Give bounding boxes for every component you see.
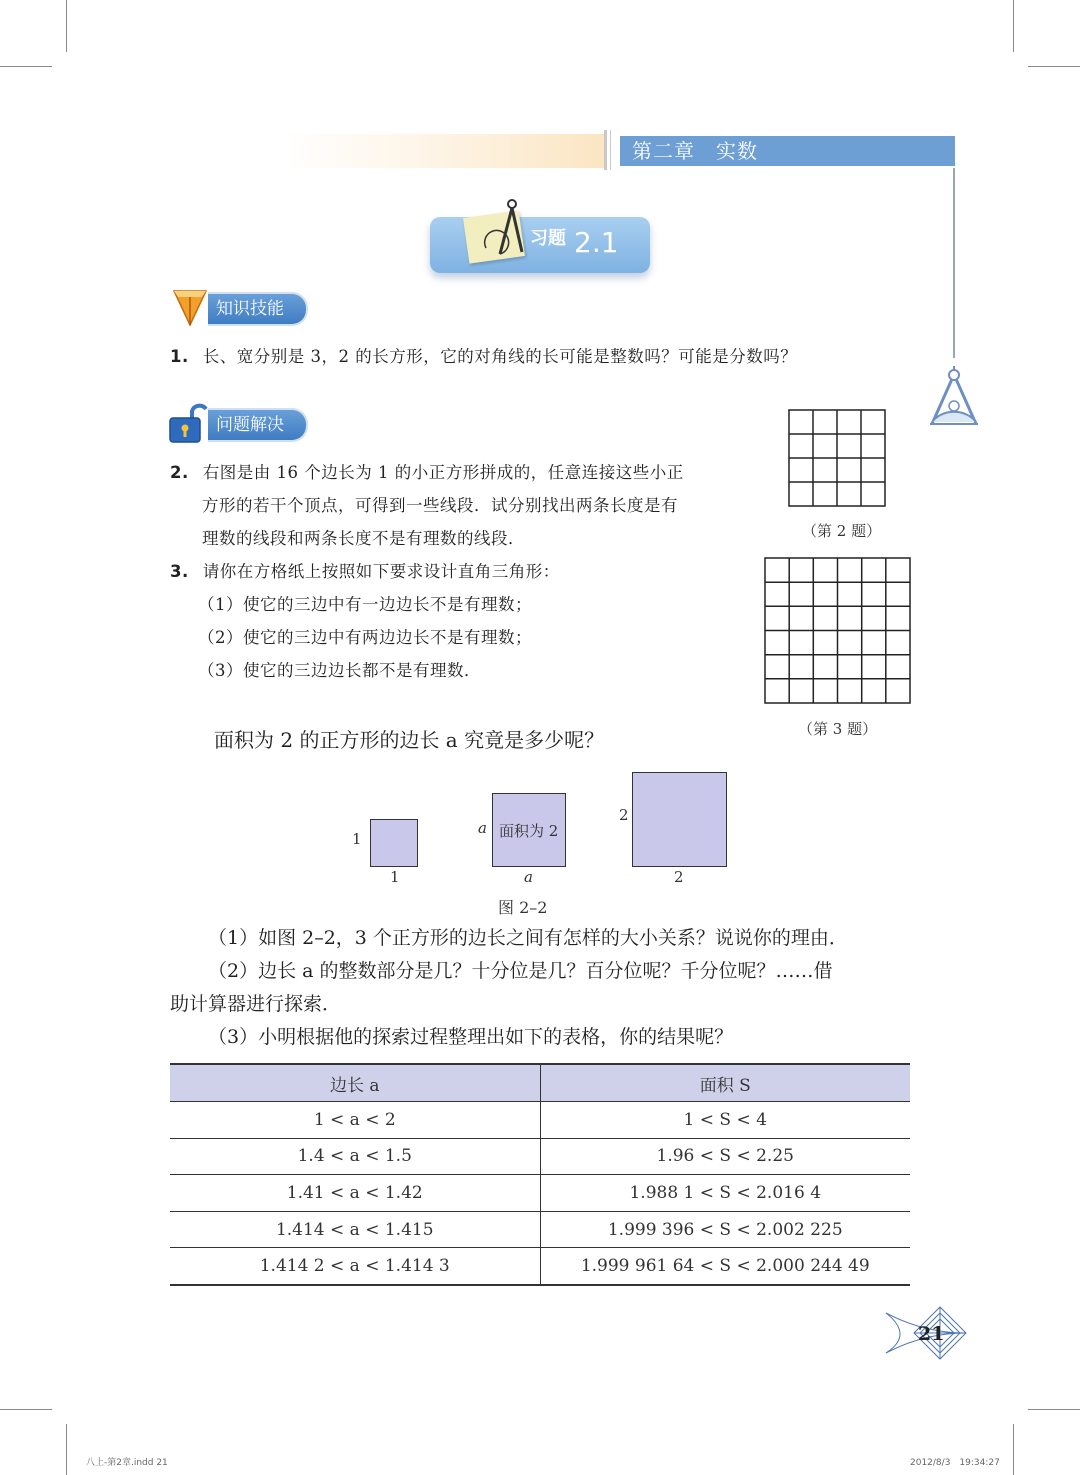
table-row <box>170 1211 910 1248</box>
sub-question: （3）使它的三边边长都不是有理数． <box>198 661 481 680</box>
unlock-icon <box>168 401 208 443</box>
page-number: 21 <box>918 1323 945 1345</box>
side-label: 1 <box>390 868 400 886</box>
figure-caption-q2: （第 2 题） <box>802 522 882 540</box>
crop-mark <box>1013 0 1014 52</box>
table-cell: 1.988 1 < S < 2.016 4 <box>540 1175 910 1212</box>
table-cell: 1 < S < 4 <box>540 1102 910 1139</box>
table-cell: 1 < a < 2 <box>170 1102 540 1139</box>
table-header-row <box>170 1064 910 1102</box>
question-2 <box>170 456 684 489</box>
figure-caption: 图 2–2 <box>498 898 548 917</box>
question-text: 请你在方格纸上按照如下要求设计直角三角形： <box>202 562 560 581</box>
question-text-line: 理数的线段和两条长度不是有理数的线段． <box>202 529 525 548</box>
crop-mark <box>0 66 52 67</box>
column-header: 面积 S <box>540 1064 910 1102</box>
question-text: 长、宽分别是 3，2 的长方形，它的对角线的长可能是整数吗？可能是分数吗？ <box>202 347 798 366</box>
area-label: 面积为 2 <box>499 822 559 840</box>
table-cell: 1.96 < S < 2.25 <box>540 1138 910 1175</box>
side-label: a <box>478 819 487 837</box>
side-label: a <box>524 868 533 886</box>
square-area-4 <box>632 772 727 867</box>
footer-timestamp: 2012/8/3 19:34:27 <box>910 1458 1000 1468</box>
grid-figure-q3 <box>764 557 912 705</box>
crop-mark <box>66 1424 67 1475</box>
square-area-1 <box>370 819 418 867</box>
paragraph-2: （2）边长 a 的整数部分是几？十分位是几？百分位呢？千分位呢？……借 <box>208 960 833 982</box>
main-question: 面积为 2 的正方形的边长 a 究竟是多少呢？ <box>214 728 605 752</box>
exercise-number: 2.1 <box>574 226 619 259</box>
table-row <box>170 1138 910 1175</box>
crop-mark <box>1028 1409 1080 1410</box>
side-label: 2 <box>674 868 684 886</box>
question-number: 2. <box>170 463 189 482</box>
question-text-line: 右图是由 16 个边长为 1 的小正方形拼成的，任意连接这些小正 <box>202 463 684 482</box>
table-cell: 1.999 961 64 < S < 2.000 244 49 <box>540 1248 910 1285</box>
crop-mark <box>0 1409 52 1410</box>
sub-question: （2）使它的三边中有两边边长不是有理数； <box>198 628 532 647</box>
crop-mark <box>66 0 67 52</box>
table-cell: 1.41 < a < 1.42 <box>170 1175 540 1212</box>
pencil-icon <box>172 287 208 327</box>
table-cell: 1.999 396 < S < 2.002 225 <box>540 1211 910 1248</box>
margin-rule <box>953 168 955 358</box>
table-row <box>170 1248 910 1285</box>
table-row <box>170 1102 910 1139</box>
crop-mark <box>1028 66 1080 67</box>
header-divider <box>610 130 611 170</box>
paragraph-1: （1）如图 2–2，3 个正方形的边长之间有怎样的大小关系？说说你的理由． <box>208 927 848 949</box>
chapter-header: 第二章 实数 <box>620 136 955 166</box>
exercise-label: 习题 <box>530 228 566 249</box>
question-text-line: 方形的若干个顶点，可得到一些线段．试分别找出两条长度是有 <box>202 496 678 515</box>
question-number: 1. <box>170 347 189 366</box>
section-problem-solving: 问题解决 <box>208 408 308 442</box>
footer-file: 八上-第2章.indd 21 <box>86 1458 168 1468</box>
question-number: 3. <box>170 562 189 581</box>
table-cell: 1.4 < a < 1.5 <box>170 1138 540 1175</box>
table-cell: 1.414 2 < a < 1.414 3 <box>170 1248 540 1285</box>
figure-caption-q3: （第 3 题） <box>798 720 878 738</box>
column-header: 边长 a <box>170 1064 540 1102</box>
grid-figure-q2 <box>788 409 886 507</box>
header-divider <box>604 130 607 170</box>
side-label: 1 <box>352 830 362 848</box>
table-row <box>170 1175 910 1212</box>
sub-question: （1）使它的三边中有一边边长不是有理数； <box>198 595 532 614</box>
paragraph-3: （3）小明根据他的探索过程整理出如下的表格，你的结果呢？ <box>208 1026 734 1048</box>
crop-mark <box>1013 1424 1014 1475</box>
header-fade <box>285 134 605 168</box>
compass-icon <box>926 366 982 432</box>
question-1 <box>170 340 797 373</box>
section-knowledge: 知识技能 <box>208 292 308 326</box>
question-3 <box>170 555 560 588</box>
data-table <box>170 1063 910 1286</box>
paragraph-2-cont: 助计算器进行探索． <box>170 993 342 1015</box>
compass-icon <box>482 196 526 260</box>
table-cell: 1.414 < a < 1.415 <box>170 1211 540 1248</box>
side-label: 2 <box>619 806 629 824</box>
